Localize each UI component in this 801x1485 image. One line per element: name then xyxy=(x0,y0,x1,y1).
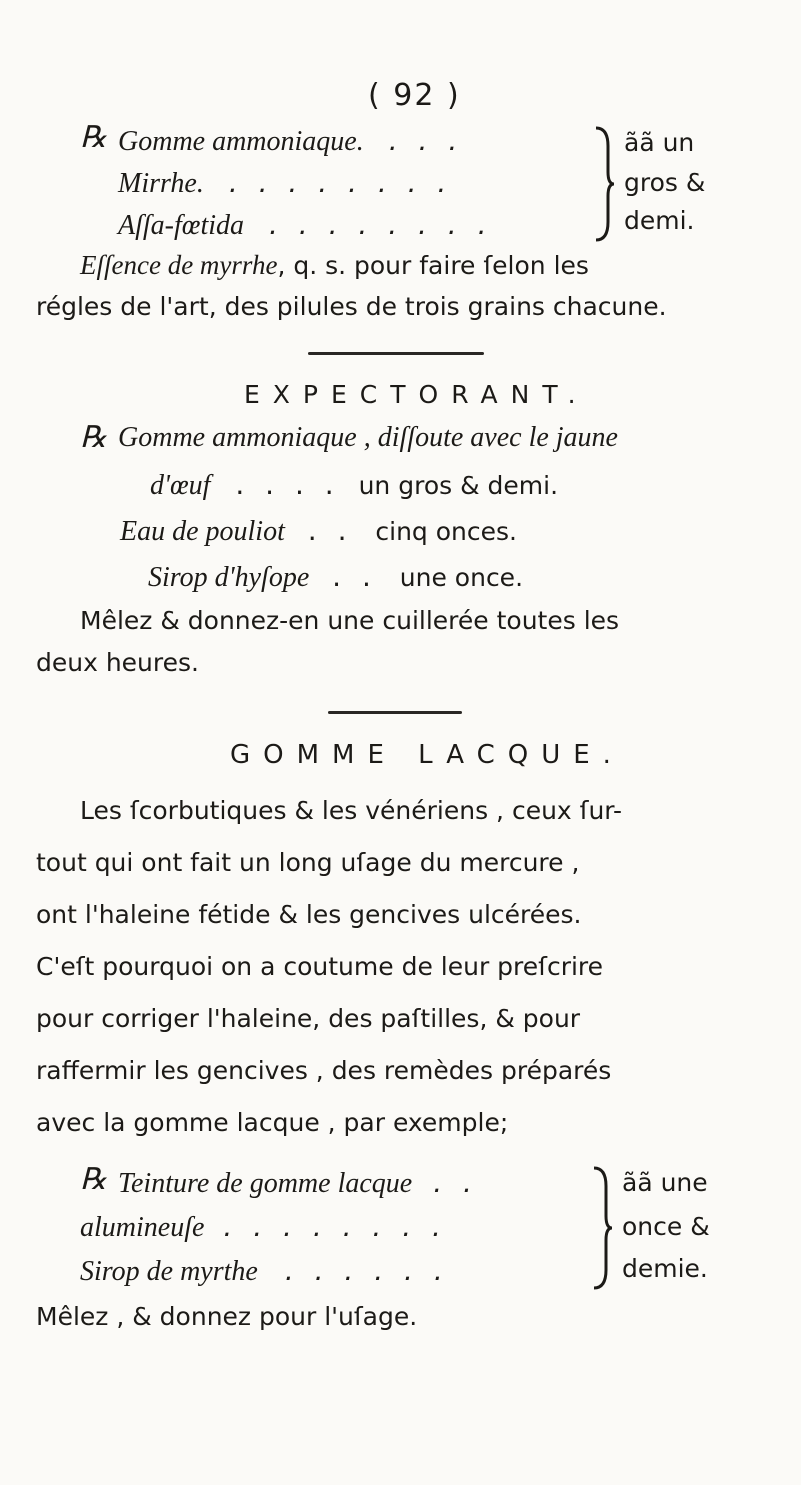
recipe-symbol-1: ℞ xyxy=(80,121,107,154)
recipe1-note-rest: , q. s. pour faire ſelon les xyxy=(277,251,589,280)
recipe1-dose-3: demi. xyxy=(624,206,695,235)
expectorant-line-2-dots: . . . . xyxy=(235,468,340,501)
recipe-symbol-3: ℞ xyxy=(80,1163,107,1196)
recipe-symbol-2: ℞ xyxy=(80,421,107,454)
lacque-dose-1: ãã une xyxy=(622,1168,708,1197)
recipe1-item-2 xyxy=(118,166,452,200)
recipe1-item-1-dots: . . . xyxy=(388,124,464,157)
expectorant-line-4-rest: une once. xyxy=(399,563,524,592)
expectorant-line-4-italic: Sirop d'hyſope xyxy=(148,562,310,593)
lacque-paragraph-line-4: C'eſt pourquoi on a coutume de leur preſcrire xyxy=(36,952,604,981)
separator-rule-1 xyxy=(308,352,484,355)
recipe1-dose-2: gros & xyxy=(624,168,706,197)
expectorant-line-4 xyxy=(148,560,523,594)
lacque-item-1-dots: . . xyxy=(433,1166,478,1199)
lacque-item-2-name: alumineuſe xyxy=(80,1212,205,1243)
expectorant-line-4-dots: . . xyxy=(332,560,377,593)
section-heading-expectorant: EXPECTORANT. xyxy=(244,380,589,409)
recipe1-note-italic: Eſſence de myrrhe xyxy=(80,250,278,280)
separator-rule-2 xyxy=(328,711,462,714)
lacque-item-3-dots: . . . . . . xyxy=(284,1254,449,1287)
lacque-paragraph-line-2: tout qui ont fait un long uſage du mercure , xyxy=(36,848,580,877)
brace-1 xyxy=(594,126,616,242)
lacque-item-2 xyxy=(80,1210,447,1244)
expectorant-line-1: Gomme ammoniaque , diſſoute avec le jaune xyxy=(118,422,618,453)
lacque-closing: Mêlez , & donnez pour l'uſage. xyxy=(36,1302,418,1331)
expectorant-line-6: deux heures. xyxy=(36,648,199,677)
recipe1-item-1 xyxy=(118,124,463,158)
lacque-dose-2: once & xyxy=(622,1212,710,1241)
lacque-paragraph-line-7: avec la gomme lacque , par exemple; xyxy=(36,1108,509,1137)
expectorant-line-3-dots: . . xyxy=(307,514,353,547)
expectorant-line-2 xyxy=(150,468,558,502)
lacque-item-3 xyxy=(80,1254,449,1288)
lacque-paragraph-line-5: pour corriger l'haleine, des paſtilles, & pour xyxy=(36,1004,581,1033)
lacque-item-2-dots: . . . . . . . . xyxy=(223,1210,447,1243)
recipe1-item-1-name: Gomme ammoniaque. xyxy=(118,126,364,157)
lacque-dose-3: demie. xyxy=(622,1254,708,1283)
lacque-paragraph-line-1: Les ſcorbutiques & les vénériens , ceux ſur- xyxy=(80,796,623,825)
lacque-item-1 xyxy=(118,1166,478,1200)
recipe1-note-line-2: régles de l'art, des pilules de trois grains chacune. xyxy=(36,292,667,321)
page-number: ( 92 ) xyxy=(368,78,461,113)
recipe1-note-line-1 xyxy=(80,250,589,281)
lacque-paragraph-line-6: raffermir les gencives , des remèdes préparés xyxy=(36,1056,612,1085)
recipe1-item-3 xyxy=(118,208,493,242)
recipe1-dose-1: ãã un xyxy=(624,128,695,157)
expectorant-line-2-italic: d'œuf xyxy=(150,470,211,501)
recipe1-item-2-name: Mirrhe. xyxy=(118,168,204,199)
recipe1-item-2-dots: . . . . . . . . xyxy=(228,166,453,199)
recipe1-item-3-name: Aſſa-fœtida xyxy=(118,210,244,241)
recipe1-item-3-dots: . . . . . . . . xyxy=(269,208,493,241)
expectorant-line-5: Mêlez & donnez-en une cuillerée toutes les xyxy=(80,606,620,635)
expectorant-line-3-rest: cinq onces. xyxy=(375,517,517,546)
expectorant-line-2-rest: un gros & demi. xyxy=(358,471,559,500)
section-heading-gomme-lacque: GOMME LACQUE. xyxy=(230,740,624,770)
expectorant-line-3 xyxy=(120,514,517,548)
lacque-paragraph-line-3: ont l'haleine fétide & les gencives ulcérées. xyxy=(36,900,582,929)
lacque-item-3-name: Sirop de myrthe xyxy=(80,1256,258,1287)
expectorant-line-3-italic: Eau de pouliot xyxy=(120,516,285,547)
lacque-item-1-name: Teinture de gomme lacque xyxy=(118,1168,413,1199)
brace-2 xyxy=(592,1166,614,1290)
